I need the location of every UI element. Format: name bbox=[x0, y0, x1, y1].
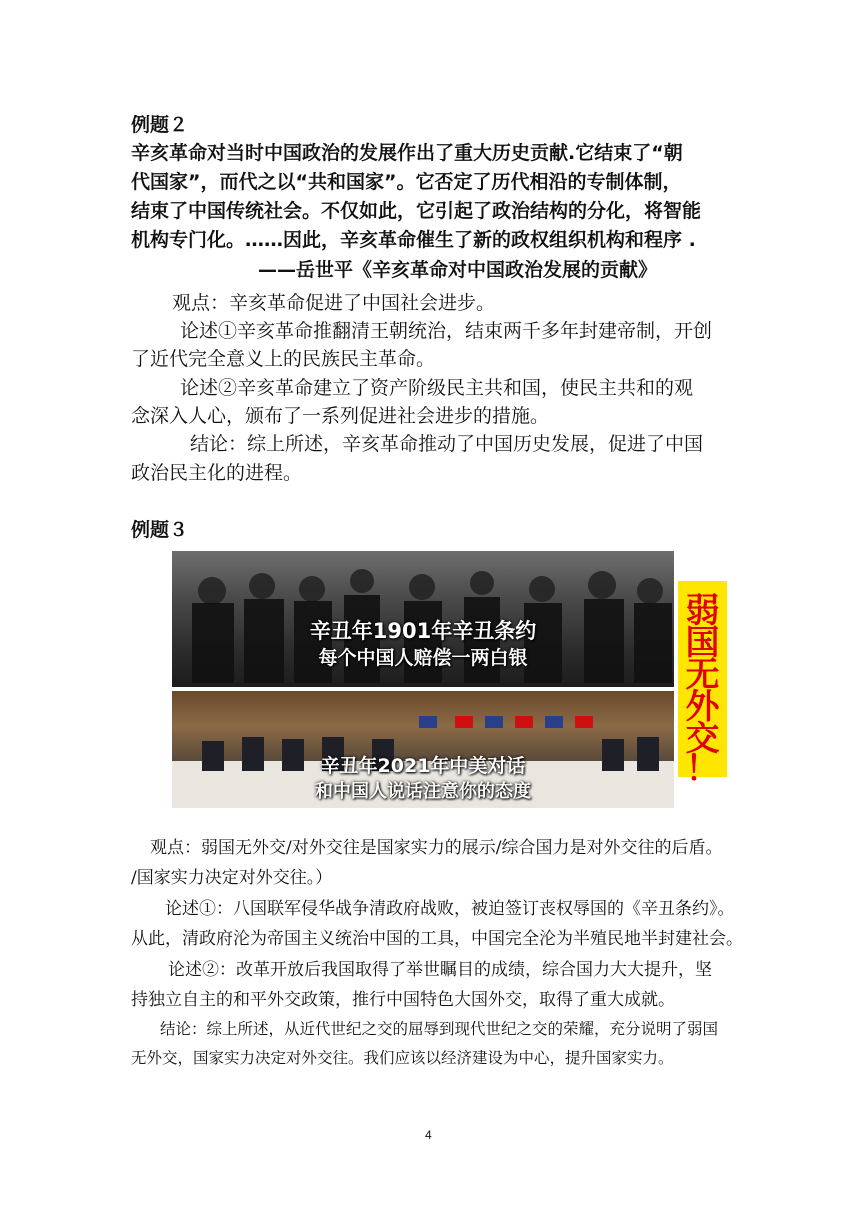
slogan-char-6: ！ bbox=[685, 749, 720, 789]
quote-line-2: 代国家”，而代之以“共和国家”。它否定了历代相沿的专制体制， bbox=[131, 171, 682, 193]
slogan-char-5: 交 bbox=[685, 719, 720, 759]
slogan-char-4: 外 bbox=[685, 687, 720, 727]
example2-argument1-line1: 论述①辛亥革命推翻清王朝统治，结束两千多年封建帝制，开创 bbox=[180, 320, 713, 342]
slogan-char-3: 无 bbox=[685, 655, 720, 695]
quote-line-4: 机构专门化。……因此，辛亥革命催生了新的政权组织机构和程序 . bbox=[131, 229, 696, 251]
example3-viewpoint-line1: 观点：弱国无外交/对外交往是国家实力的展示/综合国力是对外交往的后盾。 bbox=[150, 838, 723, 858]
example2-viewpoint: 观点：辛亥革命促进了中国社会进步。 bbox=[172, 292, 496, 314]
example3-argument2-line1: 论述②：改革开放后我国取得了举世瞩目的成绩，综合国力大大提升，坚 bbox=[168, 960, 712, 980]
example3-figure bbox=[172, 551, 727, 808]
photo-1901-negotiation bbox=[172, 551, 674, 687]
caption-bottom-line2: 和中国人说话注意你的态度 bbox=[315, 781, 531, 802]
example3-argument1-line2: 从此，清政府沦为帝国主义统治中国的工具，中国完全沦为半殖民地半封建社会。 bbox=[131, 929, 743, 949]
slogan-banner bbox=[678, 581, 727, 789]
example2-argument2-line1: 论述②辛亥革命建立了资产阶级民主共和国，使民主共和的观 bbox=[180, 377, 694, 399]
example2-argument1-line2: 了近代完全意义上的民族民主革命。 bbox=[131, 348, 436, 370]
example3-conclusion-line2: 无外交，国家实力决定对外交往。我们应该以经济建设为中心，提升国家实力。 bbox=[131, 1049, 674, 1067]
example3-heading: 例题３ bbox=[131, 519, 189, 541]
page-number: 4 bbox=[425, 1128, 432, 1142]
quote-line-1: 辛亥革命对当时中国政治的发展作出了重大历史贡献.它结束了“朝 bbox=[131, 142, 683, 164]
caption-bottom-line1: 辛丑年2021年中美对话 bbox=[320, 755, 526, 777]
quote-line-3: 结束了中国传统社会。不仅如此，它引起了政治结构的分化，将智能 bbox=[131, 200, 702, 222]
slogan-char-2: 国 bbox=[685, 623, 720, 663]
example3-viewpoint-line2: /国家实力决定对外交往。） bbox=[131, 868, 333, 888]
photo-2021-dialogue bbox=[172, 691, 674, 808]
example3-argument2-line2: 持独立自主的和平外交政策，推行中国特色大国外交，取得了重大成就。 bbox=[131, 990, 675, 1010]
example2-argument2-line2: 念深入人心，颁布了一系列促进社会进步的措施。 bbox=[131, 405, 550, 427]
quote-attribution: ——岳世平《辛亥革命对中国政治发展的贡献》 bbox=[258, 259, 658, 281]
example2-conclusion-line1: 结论：综上所述，辛亥革命推动了中国历史发展，促进了中国 bbox=[190, 433, 704, 455]
caption-top-line2: 每个中国人赔偿一两白银 bbox=[318, 647, 528, 669]
example3-argument1-line1: 论述①：八国联军侵华战争清政府战败，被迫签订丧权辱国的《辛丑条约》。 bbox=[165, 899, 735, 919]
example3-conclusion-line1: 结论：综上所述，从近代世纪之交的屈辱到现代世纪之交的荣耀，充分说明了弱国 bbox=[160, 1020, 719, 1038]
caption-top-line1: 辛丑年1901年辛丑条约 bbox=[309, 619, 537, 643]
example2-heading: 例题２ bbox=[131, 114, 189, 136]
slogan-char-1: 弱 bbox=[685, 591, 720, 631]
example2-conclusion-line2: 政治民主化的进程。 bbox=[131, 462, 303, 484]
